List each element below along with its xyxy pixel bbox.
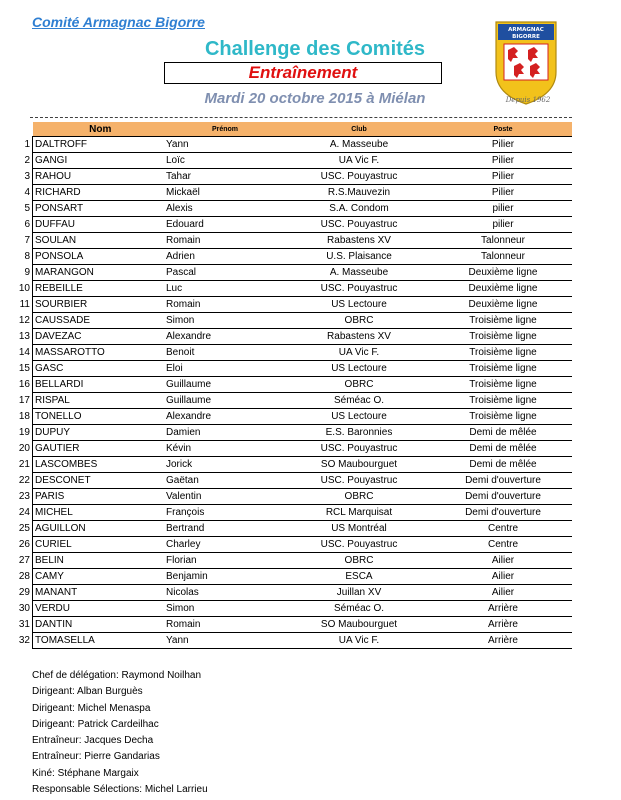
player-position: Arrière [434, 601, 572, 617]
logo-text-top: ARMAGNAC [508, 27, 544, 33]
staff-member: Responsable Sélections: Michel Larrieu [32, 784, 208, 796]
player-roster-table [0, 122, 572, 649]
row-number: 27 [18, 555, 30, 566]
row-number: 32 [18, 635, 30, 646]
player-position: Demi d'ouverture [434, 489, 572, 505]
player-position: Talonneur [434, 233, 572, 249]
table-row [0, 265, 572, 281]
player-first-name: Valentin [166, 489, 284, 505]
player-last-name: MARANGON [33, 265, 167, 281]
logo-text-bottom: BIGORRE [512, 34, 540, 40]
player-club: USC. Pouyastruc [284, 169, 434, 185]
player-last-name: PARIS [33, 489, 167, 505]
table-row [0, 201, 572, 217]
row-number: 8 [24, 251, 30, 262]
player-last-name: GANGI [33, 153, 167, 169]
player-club: UA Vic F. [284, 633, 434, 649]
player-position: Deuxième ligne [434, 281, 572, 297]
row-number: 25 [18, 523, 30, 534]
table-row [0, 633, 572, 649]
table-row [0, 473, 572, 489]
session-subtitle: Entraînement [164, 62, 442, 84]
header-club: Club [284, 122, 434, 137]
table-row [0, 457, 572, 473]
row-number: 19 [18, 427, 30, 438]
player-first-name: Yann [166, 633, 284, 649]
table-row [0, 569, 572, 585]
player-last-name: MASSAROTTO [33, 345, 167, 361]
row-number: 5 [24, 203, 30, 214]
player-club: E.S. Baronnies [284, 425, 434, 441]
player-club: USC. Pouyastruc [284, 473, 434, 489]
player-club: UA Vic F. [284, 153, 434, 169]
player-last-name: DAVEZAC [33, 329, 167, 345]
table-row [0, 281, 572, 297]
player-club: RCL Marquisat [284, 505, 434, 521]
row-number: 16 [18, 379, 30, 390]
player-first-name: François [166, 505, 284, 521]
player-last-name: PONSART [33, 201, 167, 217]
player-club: US Montréal [284, 521, 434, 537]
player-position: Ailier [434, 585, 572, 601]
table-row [0, 249, 572, 265]
table-row [0, 585, 572, 601]
table-row [0, 185, 572, 201]
row-number: 15 [18, 363, 30, 374]
player-club: USC. Pouyastruc [284, 537, 434, 553]
table-row [0, 505, 572, 521]
row-number: 23 [18, 491, 30, 502]
row-number: 20 [18, 443, 30, 454]
player-club: OBRC [284, 489, 434, 505]
player-last-name: CURIEL [33, 537, 167, 553]
player-club: USC. Pouyastruc [284, 281, 434, 297]
row-number: 12 [18, 315, 30, 326]
player-last-name: PONSOLA [33, 249, 167, 265]
table-row [0, 601, 572, 617]
player-last-name: AGUILLON [33, 521, 167, 537]
player-first-name: Pascal [166, 265, 284, 281]
player-last-name: MICHEL [33, 505, 167, 521]
player-club: Rabastens XV [284, 329, 434, 345]
player-position: Deuxième ligne [434, 297, 572, 313]
player-position: Troisième ligne [434, 361, 572, 377]
row-number: 9 [24, 267, 30, 278]
player-first-name: Guillaume [166, 393, 284, 409]
table-row [0, 393, 572, 409]
row-number: 11 [19, 299, 30, 310]
player-club: A. Masseube [284, 137, 434, 153]
player-last-name: DESCONET [33, 473, 167, 489]
player-position: Troisième ligne [434, 409, 572, 425]
player-position: Pilier [434, 153, 572, 169]
table-row [0, 377, 572, 393]
table-row [0, 489, 572, 505]
header-number-column [0, 122, 33, 137]
table-row [0, 617, 572, 633]
player-position: Troisième ligne [434, 345, 572, 361]
player-position: Pilier [434, 169, 572, 185]
player-last-name: TOMASELLA [33, 633, 167, 649]
row-number: 22 [18, 475, 30, 486]
player-club: Rabastens XV [284, 233, 434, 249]
event-date: Mardi 20 octobre 2015 à Miélan [204, 90, 426, 107]
player-position: Ailier [434, 569, 572, 585]
player-club: US Lectoure [284, 409, 434, 425]
player-club: ESCA [284, 569, 434, 585]
player-first-name: Romain [166, 617, 284, 633]
table-row [0, 441, 572, 457]
player-first-name: Alexis [166, 201, 284, 217]
player-first-name: Alexandre [166, 409, 284, 425]
player-first-name: Damien [166, 425, 284, 441]
player-first-name: Yann [166, 137, 284, 153]
player-club: US Lectoure [284, 297, 434, 313]
table-row [0, 409, 572, 425]
player-club: Séméac O. [284, 601, 434, 617]
player-first-name: Charley [166, 537, 284, 553]
table-row [0, 553, 572, 569]
player-first-name: Nicolas [166, 585, 284, 601]
row-number: 14 [18, 347, 30, 358]
header-prenom: Prénom [166, 122, 284, 137]
player-last-name: SOURBIER [33, 297, 167, 313]
player-last-name: DALTROFF [33, 137, 167, 153]
player-position: Demi d'ouverture [434, 505, 572, 521]
player-first-name: Guillaume [166, 377, 284, 393]
player-club: US Lectoure [284, 361, 434, 377]
player-first-name: Jorick [166, 457, 284, 473]
table-row [0, 233, 572, 249]
player-first-name: Eloi [166, 361, 284, 377]
player-last-name: BELIN [33, 553, 167, 569]
player-first-name: Luc [166, 281, 284, 297]
player-last-name: REBEILLE [33, 281, 167, 297]
player-club: USC. Pouyastruc [284, 217, 434, 233]
player-position: Troisième ligne [434, 313, 572, 329]
player-last-name: LASCOMBES [33, 457, 167, 473]
player-position: pilier [434, 217, 572, 233]
table-row [0, 169, 572, 185]
player-first-name: Edouard [166, 217, 284, 233]
staff-member: Dirigeant: Patrick Cardeilhac [32, 718, 159, 730]
row-number: 13 [18, 331, 30, 342]
player-position: Pilier [434, 185, 572, 201]
player-position: Troisième ligne [434, 393, 572, 409]
player-last-name: DUFFAU [33, 217, 167, 233]
staff-member: Entraîneur: Jacques Decha [32, 735, 154, 747]
player-last-name: VERDU [33, 601, 167, 617]
table-row [0, 425, 572, 441]
organization-title: Comité Armagnac Bigorre [32, 14, 205, 30]
player-position: Demi de mêlée [434, 441, 572, 457]
row-number: 30 [18, 603, 30, 614]
player-last-name: GASC [33, 361, 167, 377]
player-position: Troisième ligne [434, 329, 572, 345]
player-position: Talonneur [434, 249, 572, 265]
player-position: pilier [434, 201, 572, 217]
table-row [0, 217, 572, 233]
player-club: USC. Pouyastruc [284, 441, 434, 457]
player-club: A. Masseube [284, 265, 434, 281]
staff-member: Dirigeant: Alban Burguès [32, 686, 143, 698]
table-row [0, 345, 572, 361]
player-first-name: Benjamin [166, 569, 284, 585]
committee-logo [494, 20, 558, 106]
player-club: S.A. Condom [284, 201, 434, 217]
staff-member: Kiné: Stéphane Margaix [32, 767, 139, 779]
player-first-name: Romain [166, 297, 284, 313]
row-number: 1 [24, 139, 30, 150]
player-position: Centre [434, 537, 572, 553]
player-first-name: Bertrand [166, 521, 284, 537]
header-nom: Nom [33, 122, 167, 137]
player-position: Centre [434, 521, 572, 537]
header-poste: Poste [434, 122, 572, 137]
player-last-name: SOULAN [33, 233, 167, 249]
player-last-name: MANANT [33, 585, 167, 601]
player-position: Pilier [434, 137, 572, 153]
table-row [0, 329, 572, 345]
player-club: R.S.Mauvezin [284, 185, 434, 201]
player-first-name: Romain [166, 233, 284, 249]
staff-member: Dirigeant: Michel Menaspa [32, 702, 151, 714]
table-row [0, 297, 572, 313]
row-number: 17 [18, 395, 30, 406]
player-last-name: RICHARD [33, 185, 167, 201]
player-last-name: CAUSSADE [33, 313, 167, 329]
row-number: 18 [18, 411, 30, 422]
player-last-name: TONELLO [33, 409, 167, 425]
player-club: OBRC [284, 553, 434, 569]
logo-caption: Depuis 1962 [505, 96, 551, 104]
row-number: 4 [24, 187, 30, 198]
table-row [0, 313, 572, 329]
player-first-name: Loïc [166, 153, 284, 169]
row-number: 7 [24, 235, 30, 246]
player-club: U.S. Plaisance [284, 249, 434, 265]
row-number: 6 [24, 219, 30, 230]
player-first-name: Florian [166, 553, 284, 569]
table-header-row [0, 122, 572, 137]
player-club: UA Vic F. [284, 345, 434, 361]
player-club: SO Maubourguet [284, 457, 434, 473]
player-first-name: Gaëtan [166, 473, 284, 489]
player-club: Séméac O. [284, 393, 434, 409]
player-position: Deuxième ligne [434, 265, 572, 281]
row-number: 24 [18, 507, 30, 518]
staff-member: Chef de délégation: Raymond Noilhan [32, 670, 201, 681]
staff-member: Entraîneur: Pierre Gandarias [32, 751, 160, 763]
player-position: Demi de mêlée [434, 425, 572, 441]
player-last-name: DANTIN [33, 617, 167, 633]
player-position: Arrière [434, 633, 572, 649]
player-club: SO Maubourguet [284, 617, 434, 633]
player-last-name: DUPUY [33, 425, 167, 441]
table-row [0, 521, 572, 537]
row-number: 28 [18, 571, 30, 582]
player-position: Ailier [434, 553, 572, 569]
row-number: 10 [18, 283, 30, 294]
player-last-name: GAUTIER [33, 441, 167, 457]
player-first-name: Alexandre [166, 329, 284, 345]
player-first-name: Simon [166, 601, 284, 617]
row-number: 2 [24, 155, 30, 166]
player-position: Demi de mêlée [434, 457, 572, 473]
player-last-name: RAHOU [33, 169, 167, 185]
player-first-name: Simon [166, 313, 284, 329]
player-position: Demi d'ouverture [434, 473, 572, 489]
player-first-name: Kévin [166, 441, 284, 457]
table-row [0, 137, 572, 153]
player-position: Arrière [434, 617, 572, 633]
player-club: Juillan XV [284, 585, 434, 601]
player-last-name: CAMY [33, 569, 167, 585]
player-position: Troisième ligne [434, 377, 572, 393]
player-first-name: Adrien [166, 249, 284, 265]
dashed-separator [30, 117, 572, 118]
row-number: 31 [18, 619, 30, 630]
player-first-name: Mickaël [166, 185, 284, 201]
player-first-name: Tahar [166, 169, 284, 185]
row-number: 21 [18, 459, 30, 470]
player-club: OBRC [284, 377, 434, 393]
player-club: OBRC [284, 313, 434, 329]
player-last-name: RISPAL [33, 393, 167, 409]
row-number: 3 [24, 171, 30, 182]
staff-list [32, 668, 208, 798]
table-row [0, 153, 572, 169]
row-number: 29 [18, 587, 30, 598]
table-row [0, 361, 572, 377]
player-first-name: Benoit [166, 345, 284, 361]
table-row [0, 537, 572, 553]
row-number: 26 [18, 539, 30, 550]
player-last-name: BELLARDI [33, 377, 167, 393]
page-title: Challenge des Comités [204, 38, 426, 60]
